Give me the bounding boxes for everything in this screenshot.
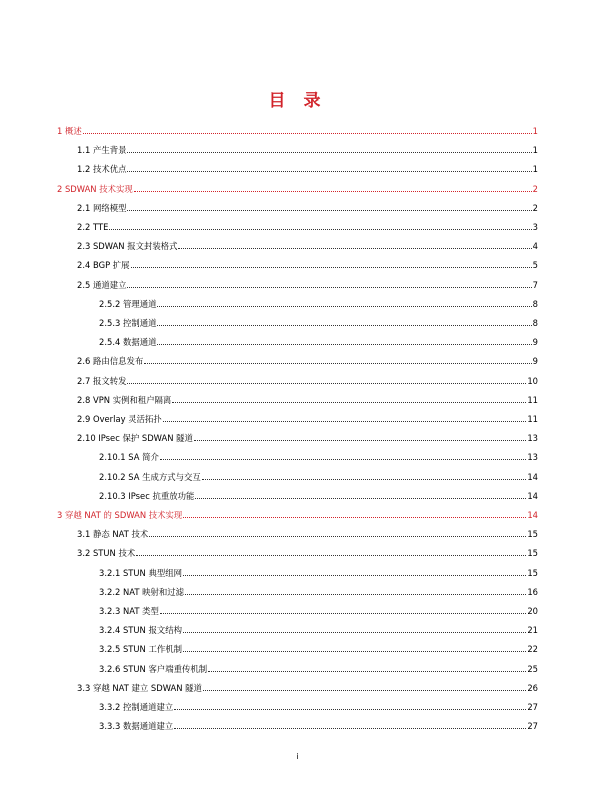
toc-entry-title: 3.1 静态 NAT 技术 <box>77 529 149 540</box>
toc-entry-page: 1 <box>532 126 538 136</box>
toc-entry[interactable] <box>77 432 538 444</box>
toc-entry-title: 3.2.1 STUN 典型组网 <box>99 567 182 578</box>
toc-dot-leader <box>136 555 526 556</box>
toc-entry-page: 11 <box>527 394 538 405</box>
toc-entry-title: 3.2.5 STUN 工作机制 <box>99 644 182 655</box>
toc-entry-title: 1.1 产生背景 <box>77 145 127 156</box>
toc-dot-leader <box>131 267 532 268</box>
toc-entry-page: 21 <box>527 625 538 636</box>
toc-entry-title: 3 穿越 NAT 的 SDWAN 技术实现 <box>57 510 183 520</box>
toc-entry-title: 3.3.3 数据通道建立 <box>99 721 174 732</box>
toc-dot-leader <box>195 498 526 499</box>
toc-dot-leader <box>183 517 526 518</box>
toc-entry-page: 8 <box>532 298 538 309</box>
toc-entry-title: 3.2 STUN 技术 <box>77 548 136 559</box>
toc-entry-title: 2.10 IPsec 保护 SDWAN 隧道 <box>77 433 193 444</box>
toc-entry-page: 13 <box>527 433 538 444</box>
toc-entry-page: 15 <box>527 529 538 540</box>
toc-dot-leader <box>127 210 531 211</box>
toc-entry-title: 2.2 TTE <box>77 222 109 232</box>
toc-entry[interactable] <box>57 125 538 137</box>
toc-dot-leader <box>202 479 527 480</box>
toc-entry[interactable] <box>99 451 538 463</box>
toc-entry-page: 1 <box>532 164 538 175</box>
toc-dot-leader <box>127 171 531 172</box>
toc-entry[interactable] <box>99 605 538 617</box>
toc-entry-page: 27 <box>527 721 538 732</box>
toc-dot-leader <box>157 306 531 307</box>
toc-entry-page: 25 <box>527 663 538 674</box>
toc-entry[interactable] <box>77 259 538 271</box>
toc-entry[interactable] <box>57 509 538 521</box>
toc-entry[interactable] <box>99 701 538 713</box>
toc-entry[interactable] <box>99 317 538 329</box>
toc-entry-page: 16 <box>527 586 538 597</box>
toc-entry[interactable] <box>77 221 538 233</box>
toc-entry-title: 2.10.2 SA 生成方式与交互 <box>99 471 201 482</box>
toc-entry[interactable] <box>77 240 538 252</box>
toc-entry-title: 3.3 穿越 NAT 建立 SDWAN 隧道 <box>77 682 202 693</box>
toc-dot-leader <box>203 690 526 691</box>
toc-dot-leader <box>208 671 526 672</box>
toc-entry-page: 15 <box>527 548 538 559</box>
toc-dot-leader <box>185 594 526 595</box>
toc-entry-page: 22 <box>527 644 538 655</box>
toc-entry-page: 15 <box>527 567 538 578</box>
toc-entry-title: 2.1 网络模型 <box>77 202 127 213</box>
toc-entry[interactable] <box>99 720 538 732</box>
toc-entry-title: 1 概述 <box>57 126 82 136</box>
toc-entry[interactable] <box>99 567 538 579</box>
toc-dot-leader <box>144 363 531 364</box>
page-number: i <box>296 752 299 761</box>
toc-entry-title: 2.4 BGP 扩展 <box>77 260 130 271</box>
toc-dot-leader <box>174 728 526 729</box>
toc-dot-leader <box>160 613 526 614</box>
toc-entry[interactable] <box>99 643 538 655</box>
toc-entry[interactable] <box>99 490 538 502</box>
toc-entry-page: 13 <box>527 452 538 463</box>
toc-entry-title: 2 SDWAN 技术实现 <box>57 183 133 194</box>
toc-entry[interactable] <box>57 183 538 195</box>
toc-dot-leader <box>172 402 526 403</box>
toc-entry-page: 11 <box>527 414 538 424</box>
toc-dot-leader <box>157 344 531 345</box>
toc-entry-page: 14 <box>527 510 538 520</box>
toc-entry-title: 3.2.4 STUN 报文结构 <box>99 625 182 636</box>
toc-entry[interactable] <box>77 682 538 694</box>
toc-dot-leader <box>127 152 531 153</box>
toc-entry[interactable] <box>99 663 538 675</box>
toc-entry[interactable] <box>77 355 538 367</box>
toc-entry-title: 2.8 VPN 实例和租户隔离 <box>77 394 172 405</box>
toc-dot-leader <box>149 536 526 537</box>
toc-entry-page: 3 <box>532 222 538 232</box>
toc-entry-title: 2.3 SDWAN 报文封装格式 <box>77 241 178 252</box>
toc-entry[interactable] <box>99 586 538 598</box>
toc-entry-page: 1 <box>532 145 538 156</box>
toc-dot-leader <box>109 229 531 230</box>
toc-entry[interactable] <box>77 202 538 214</box>
toc-entry[interactable] <box>77 279 538 291</box>
toc-entry-title: 3.2.2 NAT 映射和过滤 <box>99 586 184 597</box>
toc-entry-page: 9 <box>532 356 538 367</box>
toc-entry[interactable] <box>77 144 538 156</box>
toc-entry[interactable] <box>77 163 538 175</box>
toc-dot-leader <box>83 133 532 134</box>
toc-dot-leader <box>178 248 531 249</box>
toc-dot-leader <box>127 383 526 384</box>
toc-dot-leader <box>160 459 526 460</box>
page-title: 目 录 <box>268 91 327 111</box>
toc-dot-leader <box>183 632 526 633</box>
toc-entry-page: 20 <box>527 606 538 616</box>
toc-entry-title: 2.5.4 数据通道 <box>99 337 157 348</box>
toc-entry[interactable] <box>77 375 538 387</box>
toc-entry-title: 2.10.3 IPsec 抗重放功能 <box>99 490 195 501</box>
toc-entry[interactable] <box>99 336 538 348</box>
toc-entry-title: 2.5.3 控制通道 <box>99 318 157 328</box>
toc-entry[interactable] <box>99 624 538 636</box>
toc-entry-page: 7 <box>532 279 538 290</box>
toc-entry-page: 14 <box>527 471 538 482</box>
toc-entry-title: 2.7 报文转发 <box>77 375 127 386</box>
toc-entry-page: 4 <box>532 241 538 252</box>
toc-entry-title: 3.2.6 STUN 客户端重传机制 <box>99 663 208 674</box>
toc-entry[interactable] <box>77 547 538 559</box>
toc-entry-page: 5 <box>532 260 538 271</box>
toc-entry-page: 2 <box>532 202 538 213</box>
toc-dot-leader <box>127 287 531 288</box>
toc-dot-leader <box>194 440 526 441</box>
toc-entry-page: 9 <box>532 337 538 348</box>
toc-entry-title: 1.2 技术优点 <box>77 164 127 175</box>
toc-entry-title: 2.10.1 SA 简介 <box>99 452 159 463</box>
toc-dot-leader <box>174 709 526 710</box>
toc-entry[interactable] <box>99 471 538 483</box>
toc-entry-page: 14 <box>527 490 538 501</box>
toc-entry-title: 2.9 Overlay 灵活拓扑 <box>77 414 162 424</box>
toc-entry-page: 10 <box>527 375 538 386</box>
toc-dot-leader <box>163 421 527 422</box>
toc-entry-title: 2.6 路由信息发布 <box>77 356 144 367</box>
toc-entry-page: 8 <box>532 318 538 328</box>
toc-entry-title: 2.5 通道建立 <box>77 279 127 290</box>
toc-entry[interactable] <box>77 413 538 425</box>
toc-entry[interactable] <box>99 298 538 310</box>
toc-entry-page: 27 <box>527 702 538 712</box>
toc-entry-page: 2 <box>532 183 538 194</box>
toc-entry-title: 3.2.3 NAT 类型 <box>99 606 159 616</box>
toc-dot-leader <box>183 575 526 576</box>
toc-dot-leader <box>183 651 526 652</box>
toc-dot-leader <box>134 191 532 192</box>
toc-entry-title: 2.5.2 管理通道 <box>99 298 157 309</box>
toc-entry-title: 3.3.2 控制通道建立 <box>99 702 174 712</box>
toc-entry-page: 26 <box>527 682 538 693</box>
toc-entry[interactable] <box>77 528 538 540</box>
toc-entry[interactable] <box>77 394 538 406</box>
toc-dot-leader <box>157 325 531 326</box>
